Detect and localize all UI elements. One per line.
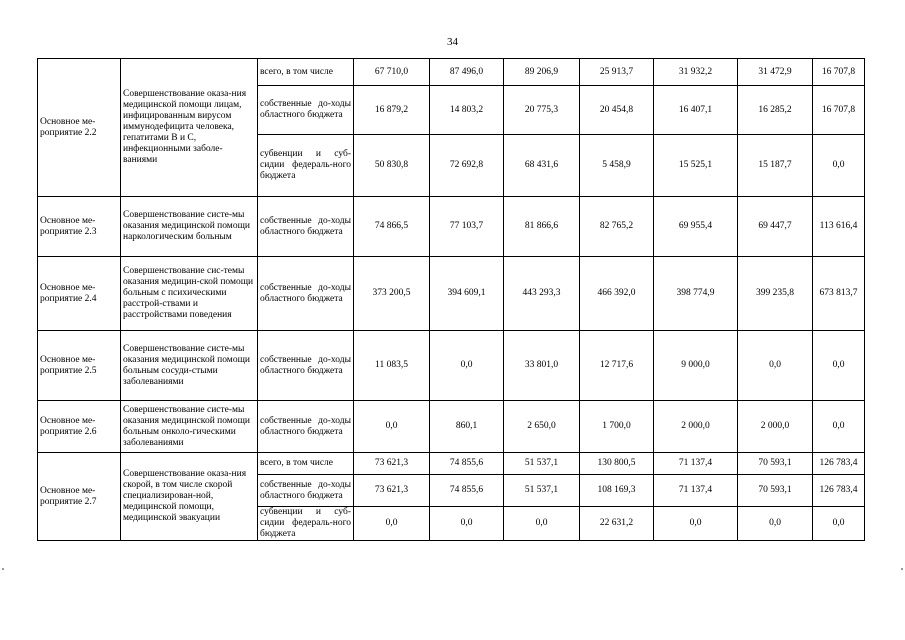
margin-mark	[2, 568, 4, 570]
amount-cell: 12 717,6	[580, 331, 654, 401]
funding-source-cell: собственные до-ходы областного бюджета	[258, 401, 354, 453]
amount-cell: 70 593,1	[738, 475, 813, 507]
amount-cell: 74 855,6	[430, 475, 504, 507]
amount-cell: 373 200,5	[354, 257, 430, 331]
amount-cell: 860,1	[430, 401, 504, 453]
funding-source-cell: всего, в том числе	[258, 453, 354, 475]
amount-cell: 0,0	[430, 331, 504, 401]
amount-cell: 2 650,0	[504, 401, 580, 453]
amount-cell: 126 783,4	[813, 475, 865, 507]
amount-cell: 2 000,0	[654, 401, 738, 453]
amount-cell: 68 431,6	[504, 135, 580, 197]
amount-cell: 51 537,1	[504, 453, 580, 475]
amount-cell: 25 913,7	[580, 59, 654, 86]
event-description-cell: Совершенствование оказа-ния скорой, в том числе скорой специализирован-ной, медицинской помощи, медицинской эвакуации	[121, 453, 258, 541]
amount-cell: 74 866,5	[354, 197, 430, 257]
amount-cell: 71 137,4	[654, 475, 738, 507]
amount-cell: 0,0	[354, 507, 430, 541]
amount-cell: 130 800,5	[580, 453, 654, 475]
amount-cell: 15 187,7	[738, 135, 813, 197]
funding-source-cell: субвенции и суб-сидии федераль-ного бюджета	[258, 135, 354, 197]
amount-cell: 87 496,0	[430, 59, 504, 86]
amount-cell: 33 801,0	[504, 331, 580, 401]
event-name-cell: Основное ме-роприятие 2.2	[38, 59, 121, 197]
event-name-cell: Основное ме-роприятие 2.5	[38, 331, 121, 401]
amount-cell: 0,0	[504, 507, 580, 541]
amount-cell: 74 855,6	[430, 453, 504, 475]
funding-source-cell: собственные до-ходы областного бюджета	[258, 197, 354, 257]
amount-cell: 73 621,3	[354, 453, 430, 475]
event-description-cell: Совершенствование систе-мы оказания медицинской помощи больным сосуди-стыми заболеваниями	[121, 331, 258, 401]
amount-cell: 20 775,3	[504, 86, 580, 135]
amount-cell: 0,0	[738, 507, 813, 541]
event-name-cell: Основное ме-роприятие 2.7	[38, 453, 121, 541]
table-row	[38, 453, 865, 475]
amount-cell: 0,0	[354, 401, 430, 453]
amount-cell: 16 707,8	[813, 86, 865, 135]
amount-cell: 16 879,2	[354, 86, 430, 135]
amount-cell: 77 103,7	[430, 197, 504, 257]
amount-cell: 398 774,9	[654, 257, 738, 331]
amount-cell: 0,0	[430, 507, 504, 541]
amount-cell: 89 206,9	[504, 59, 580, 86]
amount-cell: 22 631,2	[580, 507, 654, 541]
event-name-cell: Основное ме-роприятие 2.6	[38, 401, 121, 453]
event-description-cell: Совершенствование систе-мы оказания медицинской помощи больным онколо-гическими заболеваниями	[121, 401, 258, 453]
event-description-cell: Совершенствование оказа-ния медицинской помощи лицам, инфицированным вирусом иммунодефицита человека, гепатитами В и С, инфекционными заболе-ваниями	[121, 59, 258, 197]
amount-cell: 82 765,2	[580, 197, 654, 257]
funding-source-cell: всего, в том числе	[258, 59, 354, 86]
event-name-cell: Основное ме-роприятие 2.4	[38, 257, 121, 331]
amount-cell: 73 621,3	[354, 475, 430, 507]
amount-cell: 67 710,0	[354, 59, 430, 86]
funding-source-cell: субвенции и суб-сидии федераль-ного бюджета	[258, 507, 354, 541]
amount-cell: 50 830,8	[354, 135, 430, 197]
amount-cell: 0,0	[813, 507, 865, 541]
amount-cell: 399 235,8	[738, 257, 813, 331]
amount-cell: 72 692,8	[430, 135, 504, 197]
amount-cell: 1 700,0	[580, 401, 654, 453]
table-row	[38, 257, 865, 331]
amount-cell: 0,0	[813, 331, 865, 401]
amount-cell: 15 525,1	[654, 135, 738, 197]
table-row	[38, 59, 865, 86]
amount-cell: 51 537,1	[504, 475, 580, 507]
amount-cell: 69 447,7	[738, 197, 813, 257]
amount-cell: 16 707,8	[813, 59, 865, 86]
amount-cell: 69 955,4	[654, 197, 738, 257]
event-description-cell: Совершенствование сис-темы оказания медицин-ской помощи больным с психическими расстрой-ствами и расстройствами поведения	[121, 257, 258, 331]
amount-cell: 113 616,4	[813, 197, 865, 257]
amount-cell: 0,0	[738, 331, 813, 401]
amount-cell: 0,0	[813, 401, 865, 453]
amount-cell: 9 000,0	[654, 331, 738, 401]
funding-source-cell: собственные до-ходы областного бюджета	[258, 475, 354, 507]
amount-cell: 11 083,5	[354, 331, 430, 401]
amount-cell: 126 783,4	[813, 453, 865, 475]
margin-mark	[901, 568, 903, 570]
budget-table	[37, 58, 865, 541]
table-row	[38, 331, 865, 401]
amount-cell: 443 293,3	[504, 257, 580, 331]
amount-cell: 16 285,2	[738, 86, 813, 135]
table-row	[38, 401, 865, 453]
funding-source-cell: собственные до-ходы областного бюджета	[258, 331, 354, 401]
amount-cell: 5 458,9	[580, 135, 654, 197]
amount-cell: 31 472,9	[738, 59, 813, 86]
amount-cell: 0,0	[654, 507, 738, 541]
amount-cell: 71 137,4	[654, 453, 738, 475]
amount-cell: 2 000,0	[738, 401, 813, 453]
page-number: 34	[447, 36, 458, 48]
funding-source-cell: собственные до-ходы областного бюджета	[258, 257, 354, 331]
amount-cell: 70 593,1	[738, 453, 813, 475]
amount-cell: 14 803,2	[430, 86, 504, 135]
amount-cell: 466 392,0	[580, 257, 654, 331]
amount-cell: 16 407,1	[654, 86, 738, 135]
amount-cell: 108 169,3	[580, 475, 654, 507]
amount-cell: 394 609,1	[430, 257, 504, 331]
event-description-cell: Совершенствование систе-мы оказания медицинской помощи наркологическим больным	[121, 197, 258, 257]
amount-cell: 0,0	[813, 135, 865, 197]
amount-cell: 20 454,8	[580, 86, 654, 135]
amount-cell: 673 813,7	[813, 257, 865, 331]
funding-source-cell: собственные до-ходы областного бюджета	[258, 86, 354, 135]
amount-cell: 31 932,2	[654, 59, 738, 86]
amount-cell: 81 866,6	[504, 197, 580, 257]
table-row	[38, 197, 865, 257]
event-name-cell: Основное ме-роприятие 2.3	[38, 197, 121, 257]
